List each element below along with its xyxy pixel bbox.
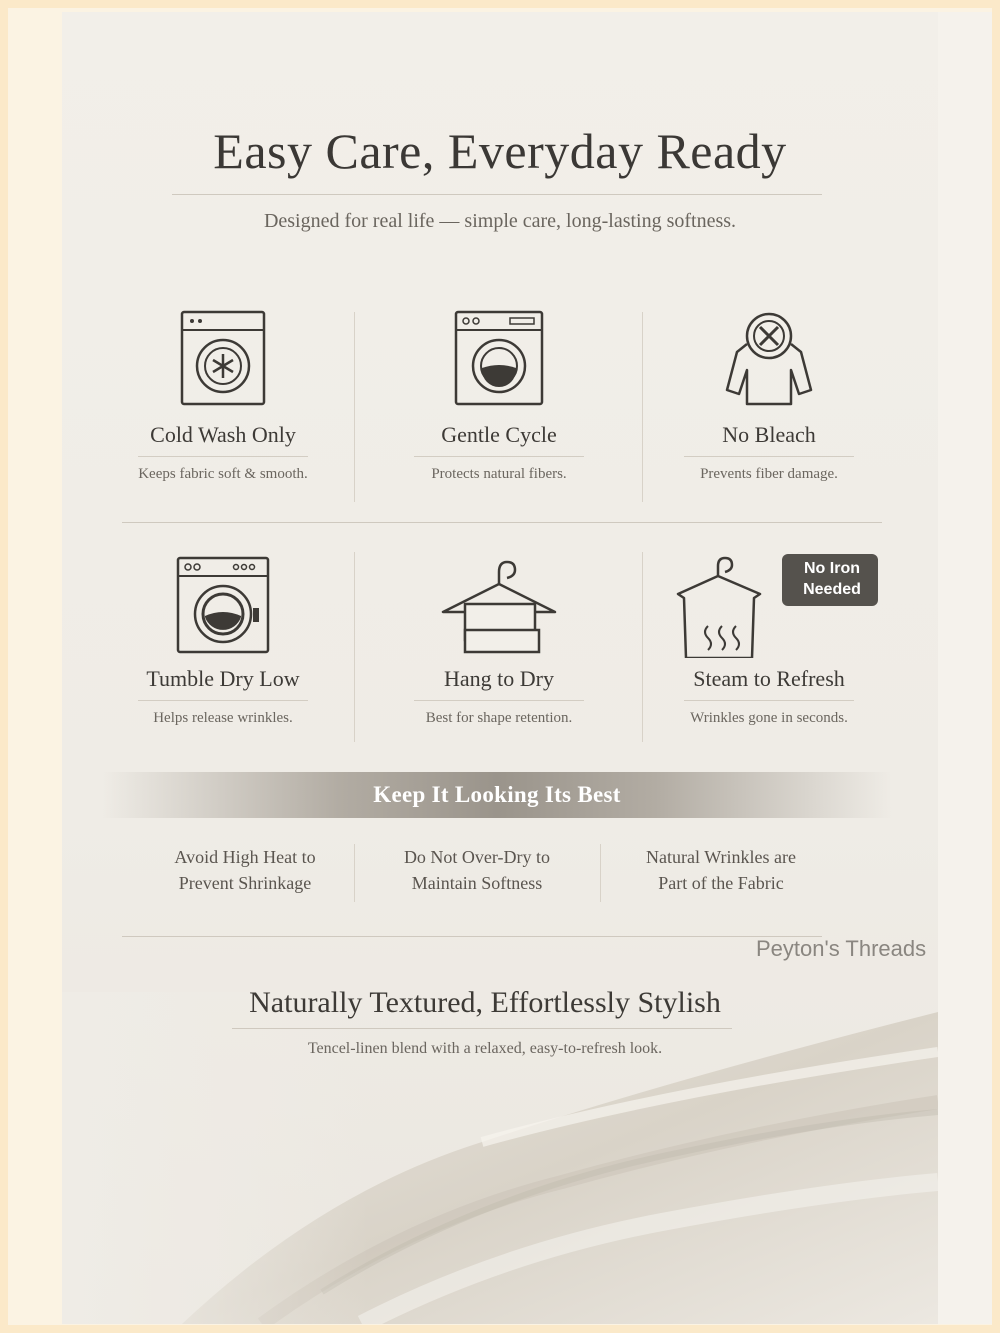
care-card (62, 12, 938, 1324)
tip-line: Do Not Over-Dry to (403, 847, 551, 867)
care-item-hang-dry (374, 554, 624, 744)
title-divider (172, 194, 822, 195)
column-divider (354, 552, 355, 742)
gentle-cycle-machine-icon (374, 310, 624, 410)
tips-banner (102, 772, 892, 818)
care-item-desc: Prevents fiber damage. (700, 466, 838, 482)
row-divider (122, 522, 882, 523)
item-divider (684, 456, 854, 457)
care-item-name: Steam to Refresh (693, 666, 845, 691)
tip-item (362, 844, 592, 896)
care-item-name: Tumble Dry Low (146, 666, 300, 691)
no-bleach-icon (644, 310, 894, 410)
column-divider (354, 312, 355, 502)
tumble-dryer-icon (98, 554, 348, 654)
page-title: Easy Care, Everyday Ready (213, 123, 787, 179)
footer-divider (232, 1028, 732, 1029)
care-item-tumble-dry (98, 554, 348, 744)
care-item-desc: Helps release wrinkles. (153, 710, 293, 726)
item-divider (414, 700, 584, 701)
hanger-icon (374, 554, 624, 654)
care-item-desc: Best for shape retention. (425, 710, 573, 726)
item-divider (138, 456, 308, 457)
care-item-gentle-cycle (374, 310, 624, 500)
tip-line: Maintain Softness (411, 873, 543, 893)
care-item-name: Gentle Cycle (441, 422, 557, 447)
page-subtitle: Designed for real life — simple care, long-lasting softness. (263, 210, 737, 232)
no-iron-badge (782, 554, 878, 606)
right-strip (938, 12, 992, 1324)
care-item-name: Cold Wash Only (150, 422, 296, 447)
section-divider (122, 936, 822, 937)
column-divider (642, 312, 643, 502)
tip-item (130, 844, 360, 896)
tip-line: Avoid High Heat to (174, 847, 316, 867)
tip-divider (600, 844, 601, 902)
care-item-desc: Wrinkles gone in seconds. (690, 710, 848, 726)
tip-item (606, 844, 836, 896)
care-item-cold-wash (98, 310, 348, 500)
item-divider (138, 700, 308, 701)
care-item-desc: Keeps fabric soft & smooth. (138, 466, 308, 482)
footer-title: Naturally Textured, Effortlessly Stylish (249, 986, 721, 1019)
item-divider (684, 700, 854, 701)
care-item-no-bleach (644, 310, 894, 500)
tip-line: Prevent Shrinkage (178, 873, 312, 893)
care-item-desc: Protects natural fibers. (431, 466, 567, 482)
tip-line: Part of the Fabric (658, 873, 784, 893)
item-divider (414, 456, 584, 457)
watermark-text: Peyton's Threads (756, 936, 927, 961)
column-divider (642, 552, 643, 742)
tips-banner-label: Keep It Looking Its Best (373, 782, 621, 807)
badge-line: Needed (803, 581, 861, 598)
tip-line: Natural Wrinkles are (646, 847, 796, 867)
tip-divider (354, 844, 355, 902)
cold-wash-machine-icon (98, 310, 348, 410)
footer-subtitle: Tencel-linen blend with a relaxed, easy-to-refresh look. (307, 1040, 663, 1057)
badge-line: No Iron (804, 560, 860, 577)
care-item-name: No Bleach (722, 422, 816, 447)
care-item-name: Hang to Dry (444, 666, 554, 691)
